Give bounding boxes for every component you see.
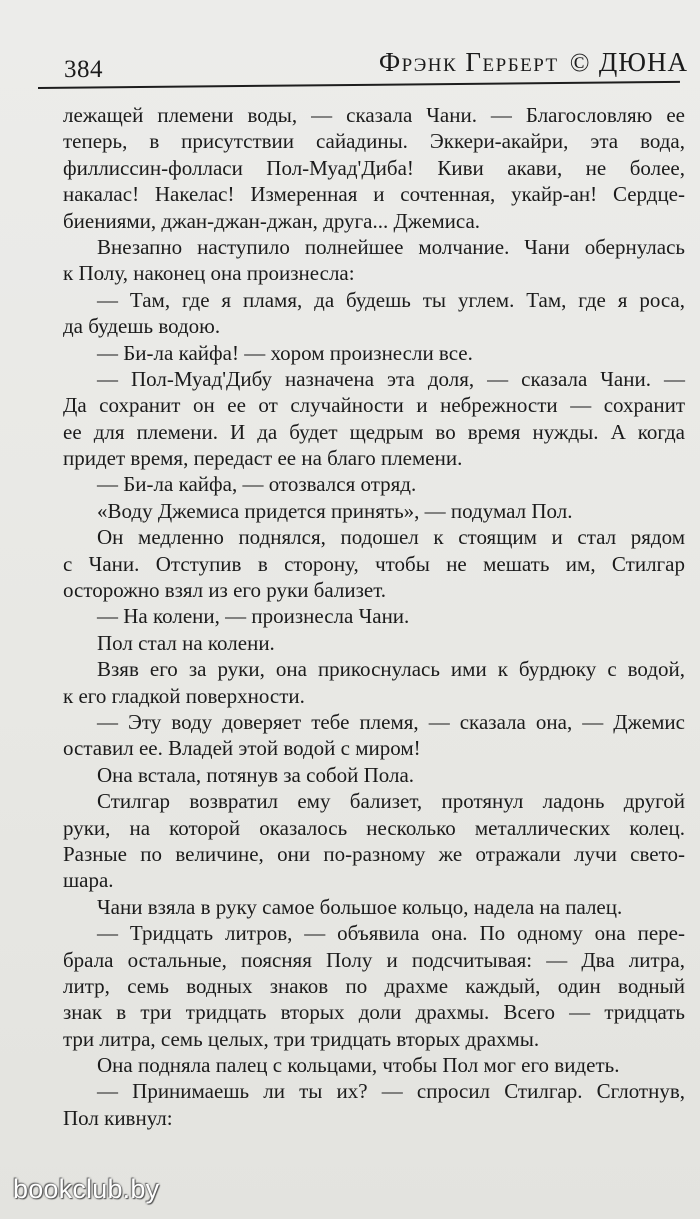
text-line: придет время, передаст ее на благо племени.: [63, 446, 463, 471]
author-name: Фрэнк Герберт: [378, 47, 559, 77]
text-line: накалас! Накелас! Измеренная и сочтенная, укайр-ан! Сердце-: [63, 182, 685, 207]
copyright-icon: ©: [569, 48, 590, 77]
text-line: руки, на которой оказалось несколько металлических колец.: [63, 815, 685, 840]
page-number: 384: [64, 56, 103, 83]
text-line: Она встала, потянув за собой Пола.: [97, 762, 415, 787]
text-line: Она подняла палец с кольцами, чтобы Пол мог его видеть.: [97, 1053, 620, 1078]
text-line: литр, семь водных знаков по драхме каждый, один водный: [63, 973, 685, 998]
text-line: — Би-ла кайфа, — отозвался отряд.: [97, 472, 417, 497]
text-line: лежащей племени воды, — сказала Чани. — Благословляю ее: [63, 103, 685, 127]
text-line: с Чани. Отступив в сторону, чтобы не мешать им, Стилгар: [63, 551, 685, 576]
text-line: — Принимаешь ли ты их? — спросил Стилгар. Сглотнув,: [97, 1079, 685, 1104]
text-line: теперь, в присутствии сайадины. Эккери-акайри, эта вода,: [63, 129, 685, 154]
text-line: Пол стал на колени.: [97, 630, 275, 655]
body-text: [63, 102, 685, 1131]
text-line: — Тридцать литров, — объявила она. По одному она пере-: [97, 921, 685, 946]
text-line: филлиссин-фолласи Пол-Муад'Диба! Киви акави, не более,: [63, 155, 685, 180]
watermark: bookclub.by: [13, 1174, 160, 1204]
text-line: оставил ее. Владей этой водой с миром!: [63, 736, 421, 761]
text-line: биениями, джан-джан-джан, друга... Джемиса.: [63, 208, 481, 233]
text-line: да будешь водою.: [63, 314, 221, 339]
text-line: Да сохранит он ее от случайности и небрежности — сохранит: [63, 393, 685, 418]
text-line: шара.: [63, 868, 114, 893]
text-line: Пол кивнул:: [63, 1105, 173, 1130]
text-line: к Полу, наконец она произнесла:: [63, 261, 355, 286]
text-line: три литра, семь целых, три тридцать вторых драхмы.: [63, 1026, 540, 1051]
text-line: Взяв его за руки, она прикоснулась ими к бурдюку с водой,: [97, 657, 685, 682]
text-line: осторожно взял из его руки бализет.: [63, 578, 387, 603]
text-line: — Пол-Муад'Дибу назначена эта доля, — сказала Чани. —: [97, 366, 685, 391]
text-line: знак в три тридцать вторых доли драхмы. Всего — тридцать: [63, 1000, 685, 1025]
book-title: ДЮНА: [598, 47, 688, 77]
text-line: Внезапно наступило полнейшее молчание. Чани обернулась: [97, 234, 685, 259]
text-line: к его гладкой поверхности.: [63, 683, 305, 708]
text-line: «Воду Джемиса придется принять», — подумал Пол.: [97, 498, 573, 523]
text-line: — Там, где я пламя, да будешь ты углем. Там, где я роса,: [97, 287, 685, 312]
text-line: — На колени, — произнесла Чани.: [97, 604, 410, 629]
text-line: Чани взяла в руку самое большое кольцо, надела на палец.: [97, 894, 623, 919]
text-line: Разные по величине, они по-разному же отражали лучи свето-: [63, 841, 685, 866]
text-line: — Эту воду доверяет тебе племя, — сказала она, — Джемис: [97, 709, 685, 734]
text-line: Он медленно поднялся, подошел к стоящим и стал рядом: [97, 525, 685, 550]
header-title: [379, 47, 688, 78]
text-line: брала остальные, поясняя Полу и подсчитывая: — Два литра,: [63, 947, 685, 972]
text-line: Стилгар возвратил ему бализет, протянул ладонь другой: [97, 789, 685, 814]
text-line: ее для племени. И да будет щедрым во время нужды. А когда: [63, 419, 685, 444]
text-line: — Би-ла кайфа! — хором произнесли все.: [97, 340, 473, 365]
